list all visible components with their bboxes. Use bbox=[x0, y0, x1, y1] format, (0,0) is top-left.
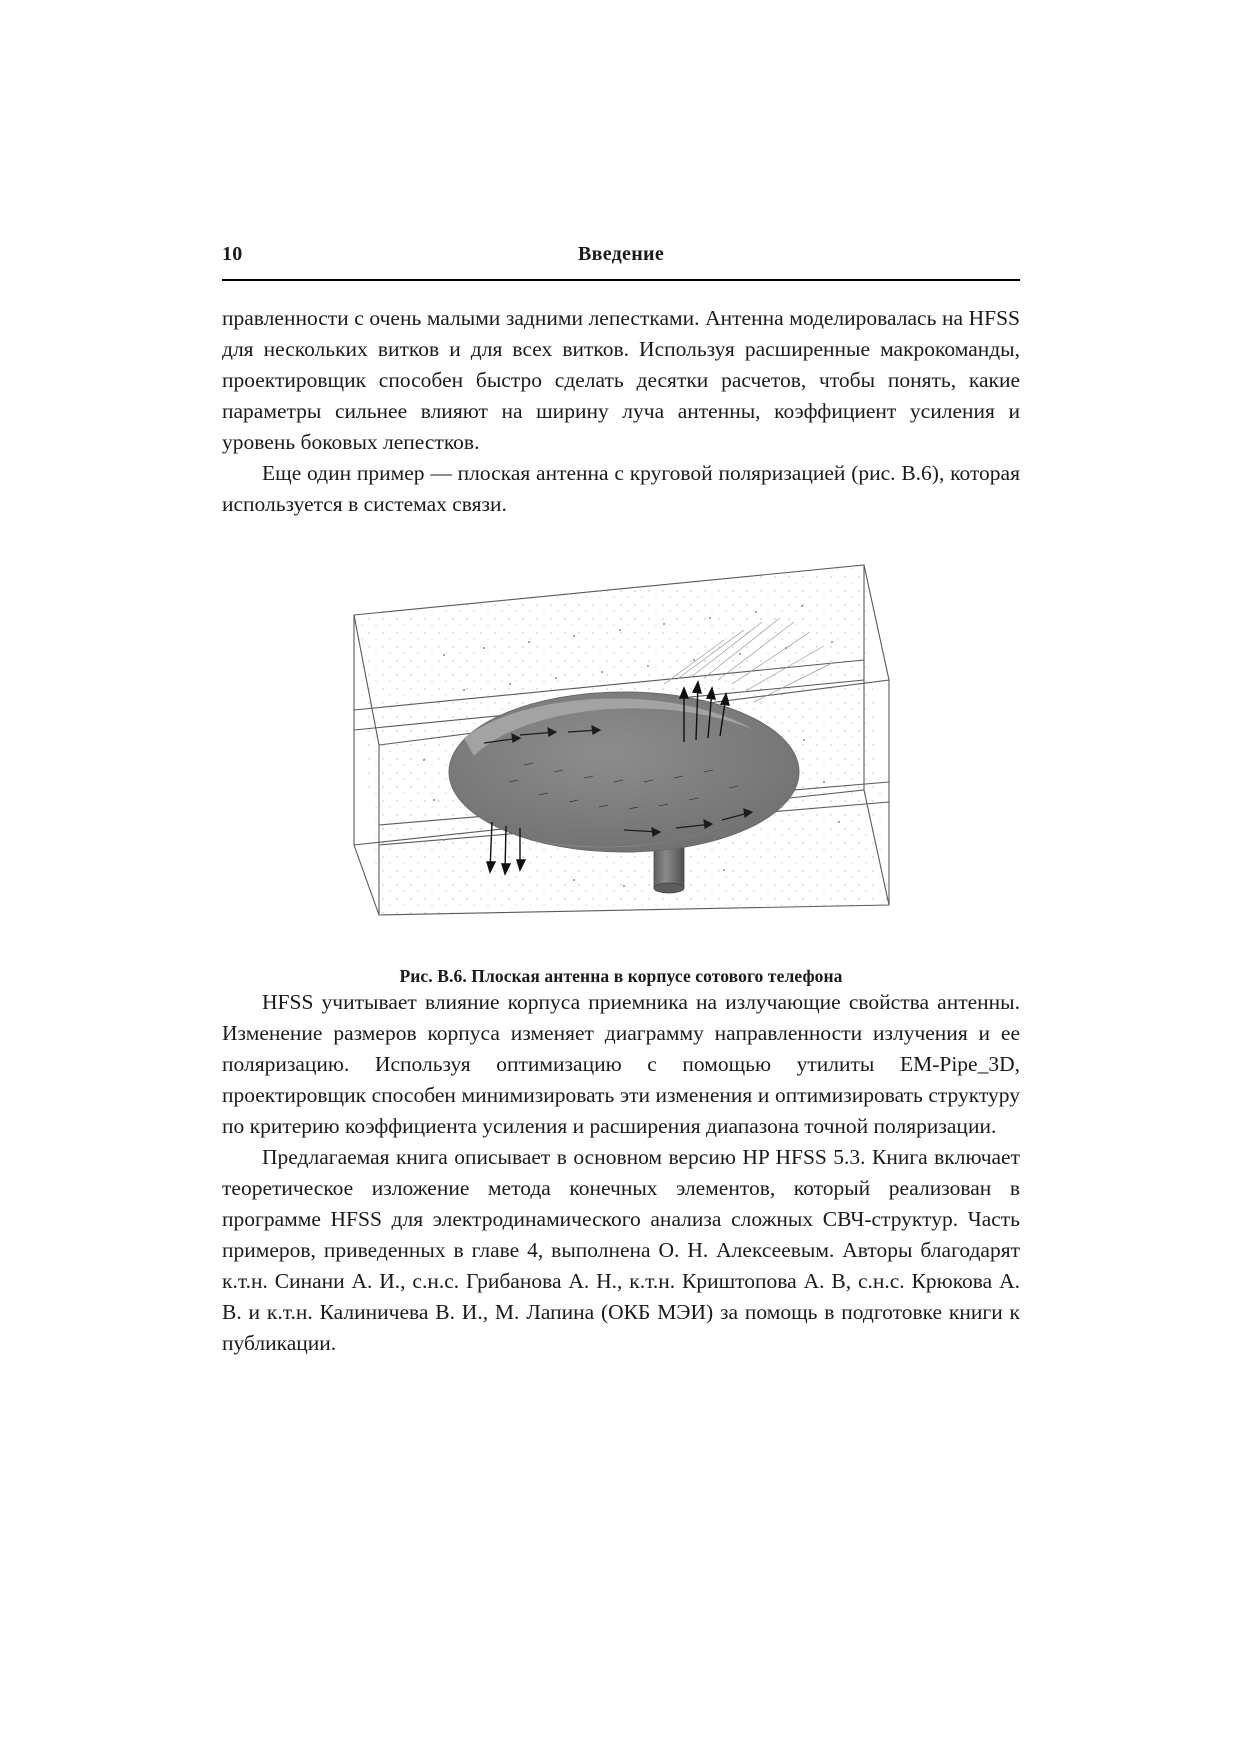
figure-block bbox=[222, 560, 1020, 987]
paragraph-1: правленности с очень малыми задними лепестками. Антенна моделировалась на HFSS для нескольких витков и для всех витков. Используя расширенные макрокоманды, проектировщик способен быстро сделать десятки расчетов, чтобы понять, какие параметры сильнее влияют на ширину луча антенны, коэффициент усиления и уровень боковых лепестков. bbox=[222, 306, 1020, 454]
header-rule bbox=[222, 279, 1020, 281]
paragraph-3: HFSS учитывает влияние корпуса приемника на излучающие свойства антенны. Изменение размеров корпуса изменяет диаграмму направленности излучения и ее поляризацию. Используя оптимизацию с помощью утилиты EM-Pipe_3D, проектировщик способен минимизировать эти изменения и оптимизировать структуру по критерию коэффициента усиления и расширения диапазона точной поляризации. bbox=[222, 990, 1020, 1138]
page-content bbox=[222, 243, 1020, 1359]
antenna-3d-illustration bbox=[324, 560, 919, 945]
figure-image bbox=[324, 560, 919, 945]
paragraph-2: Еще один пример — плоская антенна с круговой поляризацией (рис. В.6), которая используется в системах связи. bbox=[222, 461, 1020, 516]
paragraph-4: Предлагаемая книга описывает в основном версию HP HFSS 5.3. Книга включает теоретическое изложение метода конечных элементов, который реализован в программе HFSS для электродинамического анализа сложных СВЧ-структур. Часть примеров, приведенных в главе 4, выполнена О. Н. Алексеевым. Авторы благодарят к.т.н. Синани А. И., с.н.с. Грибанова А. Н., к.т.н. Криштопова А. В, с.н.с. Крюкова А. В. и к.т.н. Калиничева В. И., М. Лапина (ОКБ МЭИ) за помощь в подготовке книги к публикации. bbox=[222, 1145, 1020, 1355]
page-number: 10 bbox=[222, 243, 243, 265]
running-title: Введение bbox=[577, 243, 665, 265]
running-head bbox=[222, 243, 1020, 277]
figure-caption: Рис. В.6. Плоская антенна в корпусе сотового телефона bbox=[399, 966, 843, 986]
